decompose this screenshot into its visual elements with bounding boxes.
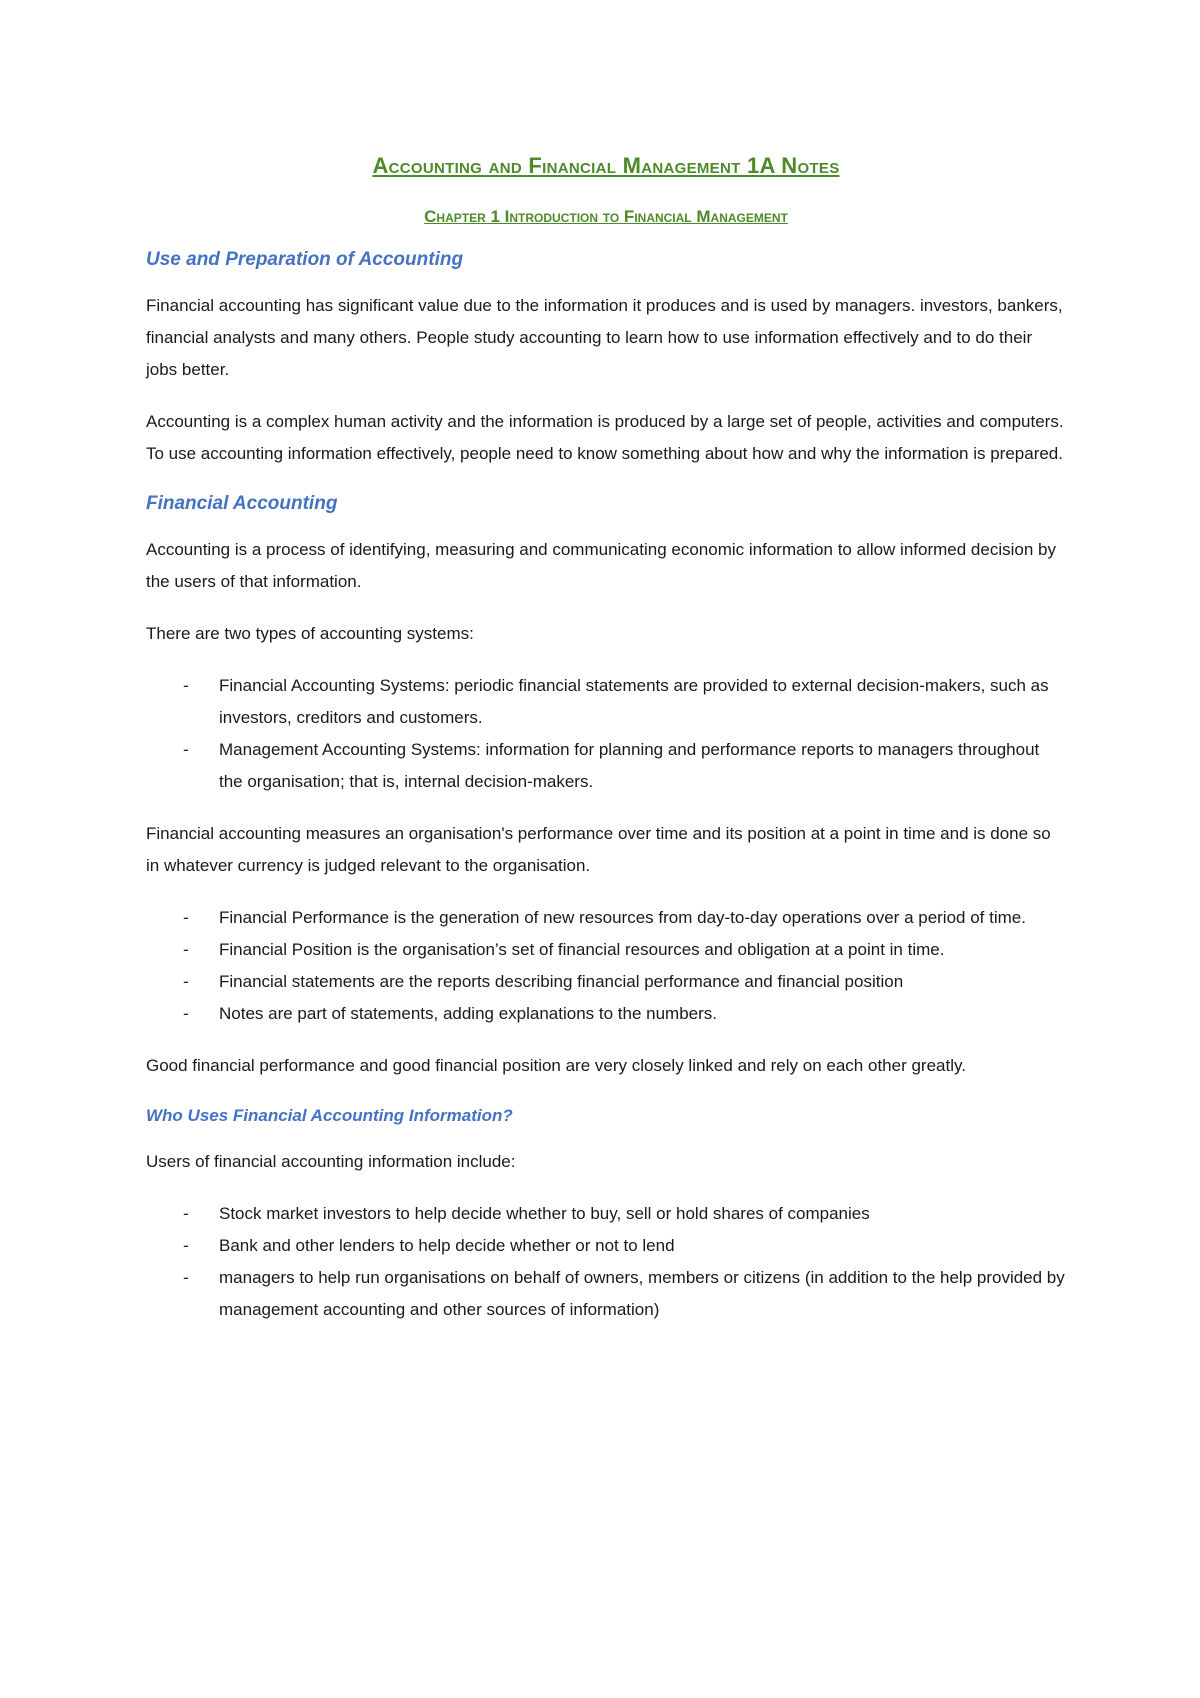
list-item-text: Notes are part of statements, adding explanations to the numbers. — [219, 1004, 718, 1023]
paragraph: Financial accounting measures an organisation's performance over time and its position at a point in time and is done so in whatever currency is judged relevant to the organisation. — [146, 824, 1051, 875]
paragraph: Accounting is a process of identifying, measuring and communicating economic information to allow informed decision by the users of that information. — [146, 540, 1056, 591]
bullet-dash: - — [183, 972, 189, 991]
bullet-dash: - — [183, 1268, 189, 1287]
list-item — [146, 1230, 1066, 1262]
paragraph: Financial accounting has significant value due to the information it produces and is used by managers. investors, bankers, financial analysts and many others. People study accounting to learn how to use information effectively and to do their jobs better. — [146, 296, 1063, 379]
list-item — [146, 966, 1066, 998]
paragraph: There are two types of accounting systems: — [146, 624, 474, 643]
document-content — [146, 150, 1066, 1346]
bullet-list-accounting-systems — [146, 670, 1066, 798]
list-item-text: Bank and other lenders to help decide whether or not to lend — [219, 1236, 675, 1255]
list-item-text: Stock market investors to help decide whether to buy, sell or hold shares of companies — [219, 1204, 870, 1223]
list-item — [146, 934, 1066, 966]
bullet-dash: - — [183, 1236, 189, 1255]
bullet-dash: - — [183, 676, 189, 695]
list-item — [146, 734, 1066, 798]
paragraph: Users of financial accounting information include: — [146, 1152, 516, 1171]
list-item — [146, 998, 1066, 1030]
section-heading-financial-accounting: Financial Accounting — [146, 493, 338, 514]
list-item — [146, 1198, 1066, 1230]
chapter-title: Chapter 1 Introduction to Financial Management — [424, 207, 788, 226]
list-item — [146, 1262, 1066, 1326]
list-item-text: Financial Position is the organisation’s set of financial resources and obligation at a point in time. — [219, 940, 945, 959]
list-item — [146, 902, 1066, 934]
bullet-dash: - — [183, 740, 189, 759]
section-heading-who-uses: Who Uses Financial Accounting Information? — [146, 1106, 513, 1125]
bullet-dash: - — [183, 940, 189, 959]
list-item-text: Financial Accounting Systems: periodic financial statements are provided to external decision-makers, such as investors, creditors and customers. — [219, 676, 1049, 727]
bullet-list-financial-terms — [146, 902, 1066, 1030]
list-item — [146, 670, 1066, 734]
list-item-text: Financial statements are the reports describing financial performance and financial position — [219, 972, 904, 991]
list-item-text: Financial Performance is the generation of new resources from day-to-day operations over a period of time. — [219, 908, 1026, 927]
bullet-dash: - — [183, 1204, 189, 1223]
bullet-dash: - — [183, 1004, 189, 1023]
bullet-list-users — [146, 1198, 1066, 1326]
paragraph: Accounting is a complex human activity and the information is produced by a large set of people, activities and computers. To use accounting information effectively, people need to know something about how and why the information is prepared. — [146, 412, 1064, 463]
bullet-dash: - — [183, 908, 189, 927]
document-title: Accounting and Financial Management 1A Notes — [372, 153, 840, 178]
section-heading-use-and-preparation: Use and Preparation of Accounting — [146, 249, 464, 270]
paragraph: Good financial performance and good financial position are very closely linked and rely on each other greatly. — [146, 1056, 966, 1075]
list-item-text: Management Accounting Systems: information for planning and performance reports to managers throughout the organisation; that is, internal decision-makers. — [219, 740, 1040, 791]
list-item-text: managers to help run organisations on behalf of owners, members or citizens (in addition to the help provided by management accounting and other sources of information) — [219, 1268, 1065, 1319]
